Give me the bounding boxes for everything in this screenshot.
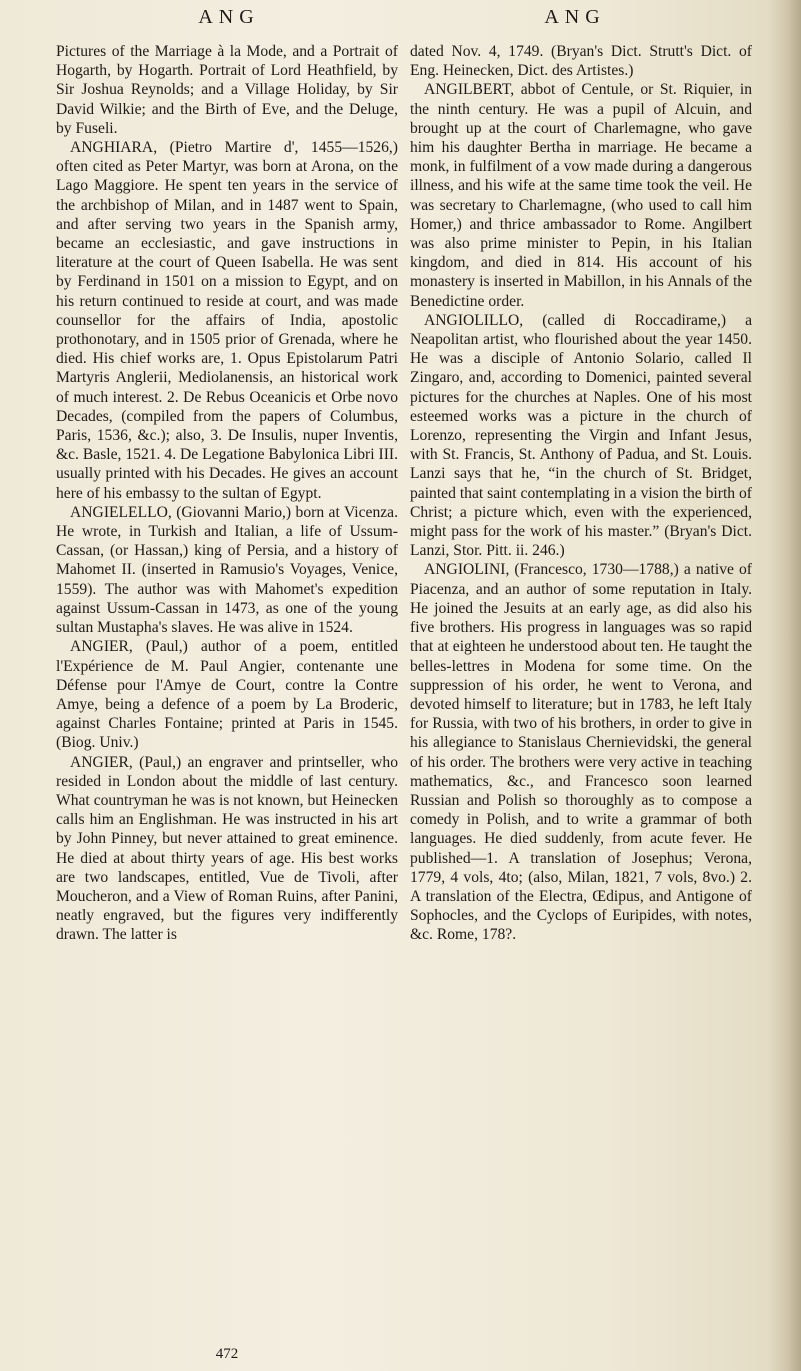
- entry-paragraph: ANGILBERT, abbot of Centule, or St. Riquier, in the ninth century. He was a pupil of Alcuin, and brought up at the court of Charlemagne, who gave him his daughter Bertha in marriage. He became a monk, in fulfilment of a vow made during a dangerous illness, and his wife at the same time took the veil. He was secretary to Charlemagne, (who used to call him Homer,) and thrice ambassador to Rome. Angilbert was also prime minister to Pepin, in his Italian kingdom, and died in 814. His account of his monastery is inserted in Mabillon, in his Annals of the Benedictine order.: [410, 81, 752, 310]
- entry-paragraph: ANGIER, (Paul,) author of a poem, entitled l'Expérience de M. Paul Angier, contenante une Défense pour l'Amye de Court, contre la Contre Amye, being a defence of a poem by La Broderic, against Charles Fontaine; printed at Paris in 1545. (Biog. Univ.): [56, 638, 398, 752]
- entry-paragraph: dated Nov. 4, 1749. (Bryan's Dict. Strutt's Dict. of Eng. Heinecken, Dict. des Artistes.): [410, 43, 752, 80]
- left-column: [56, 42, 398, 945]
- entry-paragraph: ANGIELELLO, (Giovanni Mario,) born at Vicenza. He wrote, in Turkish and Italian, a life of Ussum-Cassan, (or Hassan,) king of Persia, and a history of Mahomet II. (inserted in Ramusio's Voyages, Venice, 1559). The author was with Mahomet's expedition against Ussum-Cassan in 1473, as one of the young sultan Mustapha's slaves. He was alive in 1524.: [56, 503, 398, 637]
- entry-paragraph: ANGIOLINI, (Francesco, 1730—1788,) a native of Piacenza, and an author of some reputation in Italy. He joined the Jesuits at an early age, as did also his five brothers. His progress in languages was so rapid that at eighteen he understood about ten. He taught the belles-lettres in Modena for some time. On the suppression of his order, he went to Verona, and devoted himself to literature; but in 1783, he left Italy for Russia, with two of his brothers, in order to give in his allegiance to Stanislaus Chernievidski, the general of his order. The brothers were very active in teaching mathematics, &c., and Francesco soon learned Russian and Polish so thoroughly as to compose a comedy in Polish, and to write a grammar of both languages. He died suddenly, from acute fever. He published—1. A translation of Josephus; Verona, 1779, 4 vols, 4to; (also, Milan, 1821, 7 vols, 8vo.) 2. A translation of the Electra, Œdipus, and Antigone of Sophocles, and the Cyclops of Euripides, with notes, &c. Rome, 178?.: [410, 561, 752, 944]
- right-column: [410, 42, 752, 945]
- running-head-left: ANG: [198, 6, 260, 28]
- entry-paragraph: ANGIER, (Paul,) an engraver and printseller, who resided in London about the middle of last century. What countryman he was is not known, but Heinecken calls him an Englishman. He was instructed in his art by John Pinney, but never attained to great eminence. He died at about thirty years of age. His best works are two landscapes, entitled, Vue de Tivoli, after Moucheron, and a View of Roman Ruins, after Panini, neatly engraved, but the figures very indifferently drawn. The latter is: [56, 753, 398, 944]
- page-number: 472: [215, 1346, 239, 1362]
- entry-paragraph: ANGIOLILLO, (called di Roccadirame,) a Neapolitan artist, who flourished about the year 1450. He was a disciple of Antonio Solario, called Il Zingaro, and, according to Domenici, painted several pictures for the churches at Naples. One of his most esteemed works was a picture in the church of Lorenzo, representing the Virgin and Infant Jesus, with St. Francis, St. Anthony of Padua, and St. Louis. Lanzi says that he, “in the church of St. Bridget, painted that saint contemplating in a vision the birth of Christ; a picture which, even with the experienced, might pass for the work of his master.” (Bryan's Dict. Lanzi, Stor. Pitt. ii. 246.): [410, 311, 752, 560]
- running-head-right: ANG: [544, 6, 606, 28]
- entry-paragraph: Pictures of the Marriage à la Mode, and a Portrait of Hogarth, by Hogarth. Portrait of Lord Heathfield, by Sir Joshua Reynolds; and a Village Holiday, by Sir David Wilkie; and the Birth of Eve, and the Deluge, by Fuseli.: [56, 43, 398, 137]
- page-edge-shadow: [767, 0, 801, 1371]
- entry-paragraph: ANGHIARA, (Pietro Martire d', 1455—1526,) often cited as Peter Martyr, was born at Arona, on the Lago Maggiore. He spent ten years in the service of the archbishop of Milan, and in 1487 went to Spain, and after serving two years in the Spanish army, became an ecclesiastic, and gave instructions in literature at the court of Queen Isabella. He was sent by Ferdinand in 1501 on a mission to Egypt, and on his return continued to reside at court, and was made counsellor for the affairs of India, apostolic prothonotary, and in 1505 prior of Grenada, where he died. His chief works are, 1. Opus Epistolarum Patri Martyris Anglerii, Mediolanensis, an historical work of much interest. 2. De Rebus Oceanicis et Orbe novo Decades, (compiled from the papers of Columbus, Paris, 1536, &c.); also, 3. De Insulis, nuper Inventis, &c. Basle, 1521. 4. De Legatione Babylonica Libri III. usually printed with his Decades. He gives an account here of his embassy to the sultan of Egypt.: [56, 139, 398, 502]
